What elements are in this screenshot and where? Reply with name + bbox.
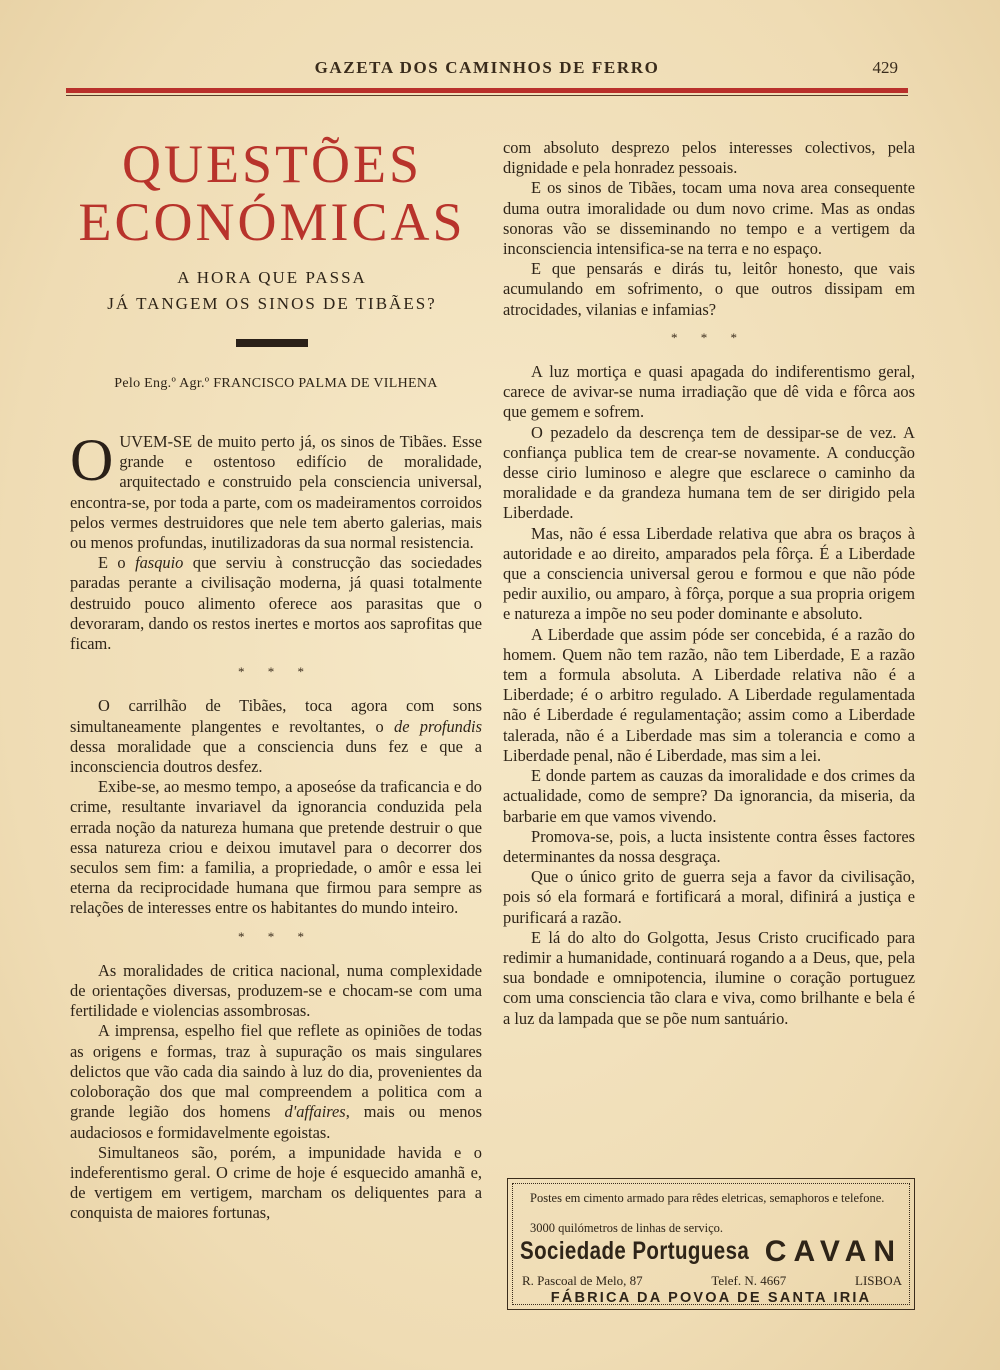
article-byline: Pelo Eng.º Agr.º FRANCISCO PALMA DE VILHENA: [114, 376, 438, 391]
ad-city: LISBOA: [855, 1273, 902, 1288]
ad-service-line: 3000 quilómetros de linhas de serviço.: [530, 1221, 724, 1235]
publication-title: GAZETA DOS CAMINHOS DE FERRO: [314, 58, 660, 77]
subtitle-line1: A HORA QUE PASSA: [177, 268, 367, 287]
decorative-separator: [236, 339, 308, 347]
article-subtitle: [62, 265, 482, 317]
paragraph: A luz mortiça e quasi apagada do indiferentismo geral, carece de avivar-se numa irradiação que dê vida e fôrca aos que gemem e sofrem.: [503, 362, 915, 422]
advertisement-box: [507, 1178, 915, 1310]
paragraph: Mas, não é essa Liberdade relativa que abra os braços à autoridade e ao direito, amparados pela fôrça. É a Liberdade que a consciencia universal gerou e formou e que não póde pedir auxilio, ou amparo, à fôrça, porque a sua propria origem e natureza a impõe no seu poder dominante e absoluto.: [503, 523, 915, 624]
ad-company-row: [516, 1237, 906, 1269]
paragraph: E lá do alto do Golgotta, Jesus Cristo crucificado para redimir a humanidade, continuará rogando a a Deus, que, pela sua bondade e omnipotencia, ilumine o coração portuguez com uma consciencia tão clara e viva, como brilhante e bela é a luz da lampada que se põe num santuário.: [503, 927, 915, 1028]
header-rule-thin: [66, 95, 908, 96]
paragraph: O carrilhão de Tibães, toca agora com sons simultaneamente plangentes e revoltantes, o de profundis dessa moralidade que a consciencia duns fez e que a inconsciencia doutros desfez.: [70, 696, 482, 777]
ad-company-name: Sociedade Portuguesa: [520, 1237, 750, 1265]
paragraph: A imprensa, espelho fiel que reflete as opiniões de todas as origens e formas, traz à supuração os mais singulares delictos que vão cada dia saindo à luz do dia, provenientes da coloboração dos que mal compreendem a politica com a grande legião dos homens d'affaires, mais ou menos audaciosos e formidavelmente egoistas.: [70, 1021, 482, 1142]
paragraph: Que o único grito de guerra seja a favor da civilisação, pois só ela formará e fortificará a moral, difinirá a justiça e purificará a razão.: [503, 867, 915, 927]
ad-address-row: [522, 1273, 902, 1289]
left-column: [70, 427, 483, 1224]
ad-phone: Telef. N. 4667: [711, 1273, 787, 1288]
paragraph: Simultaneos são, porém, a impunidade havida e o indeferentismo geral. O crime de hoje é esquecido amanhã e, de vertigem em vertigem, marcham os deliquentes para a conquista de maiores fortunas,: [70, 1142, 482, 1223]
page-number: 429: [872, 58, 898, 77]
paragraph: Exibe-se, ao mesmo tempo, a aposeóse da traficancia e do crime, resultante invariavel da ignorancia conduzida pela errada noção da natureza humana que pretende destruir o que essa natureza criou e deixou imutavel para o decorrer dos seculos sem fim: a familia, a propriedade, o amôr e essa lei eterna da reciprocidade humana que firmou para sempre as relações de interesses entre os habitantes do mundo inteiro.: [70, 777, 482, 918]
paragraph: E donde partem as cauzas da imoralidade e dos crimes da actualidade, como de sempre? Da ignorancia, da miseria, da barbarie em que vamos vivendo.: [503, 766, 915, 826]
paragraph: As moralidades de critica nacional, numa complexidade de orientações diversas, produzem-se e chocam-se com uma fertilidade e violencias assombrosas.: [70, 960, 482, 1021]
section-separator: * * *: [671, 329, 747, 345]
paragraph: com absoluto desprezo pelos interesses colectivos, pela dignidade e pela honradez pessoais.: [503, 138, 915, 178]
article-title-line2: ECONÓMICAS: [78, 192, 466, 252]
right-column: [503, 138, 915, 1029]
section-separator: * * *: [238, 664, 314, 680]
paragraph: E que pensarás e dirás tu, leitôr honesto, que vais acumulando em sofrimento, o que outros dissipam em atrocidades, vilanias e infamias?: [503, 259, 915, 319]
paragraph: E o fasquio que serviu à construcção das sociedades paradas perante a civilisação moderna, já quasi totalmente destruido pouco alimento oferece aos parasitas que o devoraram, dando os restos inertes e mortos aos saprofitas que ficam.: [70, 553, 483, 654]
article-heading: [62, 135, 482, 347]
ad-address: R. Pascoal de Melo, 87: [522, 1273, 643, 1288]
paragraph: O pezadelo da descrença tem de dessipar-se de vez. A confiança publica tem de crear-se novamente. A conducção desse cirio luminoso e alegre que esclarece o caminho da moralidade e da grandeza humana tem de ser dirigido pela Liberdade.: [503, 422, 915, 523]
article-title-line1: QUESTÕES: [121, 134, 422, 194]
paragraph: OUVEM-SE de muito perto já, os sinos de Tibães. Esse grande e ostentoso edifício de moralidade, arquitectado e construido pela consciencia universal, encontra-se, por toda a parte, com os madeiramentos corroidos pelos vermes destruidores que nele tem aberto galerias, mais ou menos profundas, inutilizadoras da sua normal resistencia.: [70, 427, 482, 553]
header-rule: [66, 88, 908, 93]
ad-brand-name: CAVAN: [764, 1235, 902, 1268]
paragraph: A Liberdade que assim póde ser concebida, é a razão do homem. Quem não tem razão, não tem Liberdade, E a razão tem a formula absoluta. A Liberdade relativa não é a Liberdade; é o arbitro regulado. A Liberdade regulamentada não é Liberdade é regulamentação; assim como a Liberdade talerada, não é a Liberdade mas sim a tolerancia e como a Liberdade penal, não é Liberdade, mas sim a lei.: [503, 624, 915, 765]
section-separator: * * *: [238, 928, 314, 944]
paragraph: Promova-se, pois, a lucta insistente contra êsses factores determinantes da nossa desgraça.: [503, 826, 915, 866]
ad-factory: FÁBRICA DA POVOA DE SANTA IRIA: [550, 1290, 872, 1306]
drop-cap: O: [70, 427, 114, 493]
paragraph: E os sinos de Tibães, tocam uma nova area consequente duma outra imoralidade ou dum novo crime. Mas as ondas sonoras vão se disseminando no tempo e a vertigem da inconsciencia intensifica-se na terra e no espaço.: [503, 178, 915, 259]
page-header: [66, 58, 908, 82]
subtitle-line2: JÁ TANGEM OS SINOS DE TIBÃES?: [107, 294, 437, 313]
ad-product-line: Postes em cimento armado para rêdes eletricas, semaphoros e telefone.: [530, 1191, 885, 1205]
